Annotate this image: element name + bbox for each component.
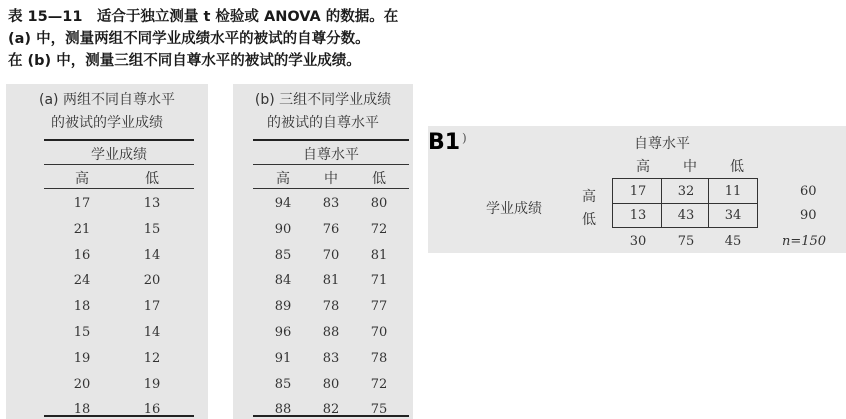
b1-col-head: 低 — [730, 159, 744, 175]
table-b-col-head: 低 — [372, 171, 386, 187]
table-cell: 15 — [143, 222, 161, 237]
table-cell: 81 — [322, 273, 340, 288]
table-cell: 82 — [322, 402, 340, 417]
table-cell: 90 — [274, 222, 292, 237]
table-cell: 88 — [274, 402, 292, 417]
table-cell: 14 — [143, 325, 161, 340]
table-cell: 19 — [73, 351, 91, 366]
b1-col-total: 45 — [724, 234, 742, 249]
table-a-title-line-1: (a) 两组不同自尊水平 — [39, 92, 175, 108]
b1-grid-line — [612, 203, 757, 204]
b1-n-total: n=150 — [782, 234, 827, 249]
table-cell: 88 — [322, 325, 340, 340]
b1-paren: ) — [462, 131, 467, 145]
table-cell: 83 — [322, 196, 340, 211]
table-cell: 85 — [274, 377, 292, 392]
table-cell: 70 — [370, 325, 388, 340]
b1-row-total: 60 — [800, 184, 817, 199]
table-cell: 15 — [73, 325, 91, 340]
table-cell: 16 — [143, 402, 161, 417]
table-b-group-head: 自尊水平 — [303, 147, 359, 163]
b1-cell: 11 — [724, 184, 742, 199]
table-cell: 96 — [274, 325, 292, 340]
b1-cell: 43 — [677, 208, 695, 223]
table-cell: 14 — [143, 248, 161, 263]
table-caption — [8, 6, 428, 72]
b1-col-total: 30 — [629, 234, 647, 249]
table-cell: 78 — [370, 351, 388, 366]
table-a-group-head: 学业成绩 — [91, 147, 147, 163]
caption-line-2: (a) 中，测量两组不同学业成绩水平的被试的自尊分数。 — [8, 31, 370, 47]
table-cell: 83 — [322, 351, 340, 366]
table-cell: 13 — [143, 196, 161, 211]
table-cell: 21 — [73, 222, 91, 237]
table-cell: 71 — [370, 273, 388, 288]
table-a-title-line-2: 的被试的学业成绩 — [51, 115, 163, 131]
table-b-col-head: 高 — [276, 171, 290, 187]
b1-cell: 17 — [629, 184, 647, 199]
table-b-group-rule — [253, 164, 409, 165]
table-cell: 78 — [322, 299, 340, 314]
b1-col-head: 中 — [683, 159, 697, 175]
table-a-head-rule — [44, 188, 194, 189]
table-b — [233, 84, 413, 419]
table-cell: 89 — [274, 299, 292, 314]
b1-row-total: 90 — [800, 208, 817, 223]
table-a-group-rule — [44, 164, 194, 165]
table-cell: 20 — [143, 273, 161, 288]
table-cell: 85 — [274, 248, 292, 263]
table-a-bottom-rule — [44, 415, 194, 417]
table-cell: 80 — [370, 196, 388, 211]
table-a-col-head: 高 — [75, 171, 89, 187]
table-cell: 76 — [322, 222, 340, 237]
b1-cell: 32 — [677, 184, 695, 199]
table-cell: 91 — [274, 351, 292, 366]
table-cell: 81 — [370, 248, 388, 263]
table-cell: 72 — [370, 222, 388, 237]
table-cell: 20 — [73, 377, 91, 392]
table-a — [6, 84, 208, 419]
table-cell: 80 — [322, 377, 340, 392]
table-cell: 18 — [73, 402, 91, 417]
table-b-bottom-rule — [253, 415, 409, 417]
b1-row-head: 低 — [582, 212, 596, 228]
caption-line-3: 在 (b) 中，测量三组不同自尊水平的被试的学业成绩。 — [8, 53, 361, 69]
table-a-top-rule — [44, 139, 194, 141]
table-cell: 24 — [73, 273, 91, 288]
table-cell: 17 — [73, 196, 91, 211]
table-cell: 19 — [143, 377, 161, 392]
table-cell: 94 — [274, 196, 292, 211]
table-cell: 84 — [274, 273, 292, 288]
table-cell: 18 — [73, 299, 91, 314]
table-cell: 77 — [370, 299, 388, 314]
b1-cell: 34 — [724, 208, 742, 223]
table-b-title-line-2: 的被试的自尊水平 — [267, 115, 379, 131]
b1-row-head: 高 — [582, 189, 596, 205]
table-cell: 16 — [73, 248, 91, 263]
table-cell: 72 — [370, 377, 388, 392]
b1-cell: 13 — [629, 208, 647, 223]
b1-label: B1 — [428, 128, 460, 158]
table-b-head-rule — [253, 188, 409, 189]
caption-line-1: 表 15—11 适合于独立测量 t 检验或 ANOVA 的数据。在 — [8, 9, 399, 25]
table-b-col-head: 中 — [324, 171, 338, 187]
b1-row-group-label: 学业成绩 — [486, 201, 542, 217]
table-b-top-rule — [253, 139, 409, 141]
table-cell: 75 — [370, 402, 388, 417]
table-a-col-head: 低 — [145, 171, 159, 187]
table-cell: 12 — [143, 351, 161, 366]
b1-col-total: 75 — [677, 234, 695, 249]
table-cell: 17 — [143, 299, 161, 314]
table-cell: 70 — [322, 248, 340, 263]
table-b-title-line-1: (b) 三组不同学业成绩 — [254, 92, 392, 108]
b1-col-group-label: 自尊水平 — [634, 136, 690, 152]
b1-col-head: 高 — [636, 159, 650, 175]
